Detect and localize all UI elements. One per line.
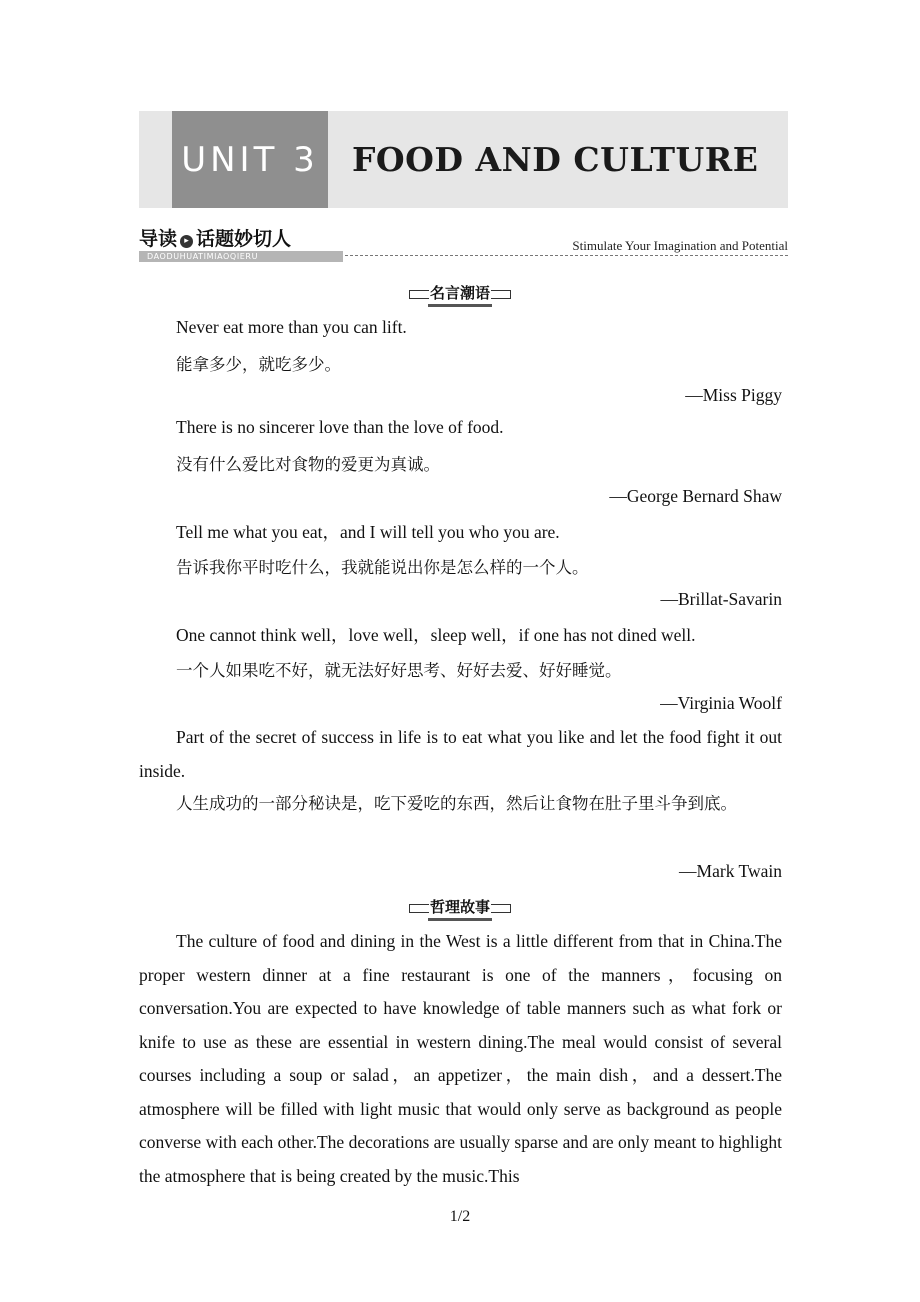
quote-cn: 能拿多少，就吃多少。 [176,355,341,374]
guide-subtitle: DAODUHUATIMIAOQIERU [139,251,343,262]
arrow-dot-icon: ▸ [180,235,193,248]
quote-en: Part of the secret of success in life is to eat what you like and let the food fight it out inside. [139,727,782,781]
quote-cn: 一个人如果吃不好，就无法好好思考、好好去爱、好好睡觉。 [176,661,622,680]
story-heading-label: 哲理故事 [428,896,492,921]
story-paragraph: The culture of food and dining in the West is a little different from that in China.The proper western dinner at a fine restaurant is one of the manners，focusing on conversation.You are expected to have knowledge of table manners such as what fork or knife to use as these are essential in western dining.The meal would consist of several courses including a soup or salad，an appetizer，the main dish，and a dessert.The atmosphere will be filled with light music that would only serve as background as people converse with each other.The decorations are usually sparse and are only meant to highlight the atmosphere that is being created by the music.This [139,931,782,1186]
right-bracket-decoration [491,904,511,913]
left-bracket-decoration [409,290,429,299]
quote-author: —George Bernard Shaw [609,486,782,506]
quote-en: There is no sincerer love than the love of food. [176,417,504,437]
quote-author: —Mark Twain [679,861,782,881]
left-bracket-decoration [409,904,429,913]
quotes-heading [0,282,920,307]
tagline: Stimulate Your Imagination and Potential [572,238,788,253]
page-number: 1/2 [449,1208,471,1225]
guide-label [139,224,291,251]
guide-label-left: 导读 [139,228,178,250]
quote-en: Tell me what you eat，and I will tell you who you are. [176,522,560,542]
right-bracket-decoration [491,290,511,299]
dashed-divider [345,255,788,256]
quote-author: —Miss Piggy [685,385,782,405]
guide-badge [139,224,345,262]
quote-author: —Brillat-Savarin [660,589,782,609]
quote-cn: 没有什么爱比对食物的爱更为真诚。 [176,455,440,474]
quotes-heading-label: 名言潮语 [428,282,492,307]
quote-en: Never eat more than you can lift. [176,317,407,337]
quote-en: One cannot think well，love well，sleep well，if one has not dined well. [176,625,696,645]
quote-cn: 告诉我你平时吃什么，我就能说出你是怎么样的一个人。 [176,558,589,577]
quote-author: —Virginia Woolf [660,693,782,713]
story-heading [0,896,920,921]
quote-cn: 人生成功的一部分秘诀是，吃下爱吃的东西，然后让食物在肚子里斗争到底。 [176,794,737,813]
guide-label-right: 话题妙切人 [196,228,292,250]
unit-title: FOOD AND CULTURE [352,140,759,179]
unit-label: UNIT 3 [172,111,328,208]
